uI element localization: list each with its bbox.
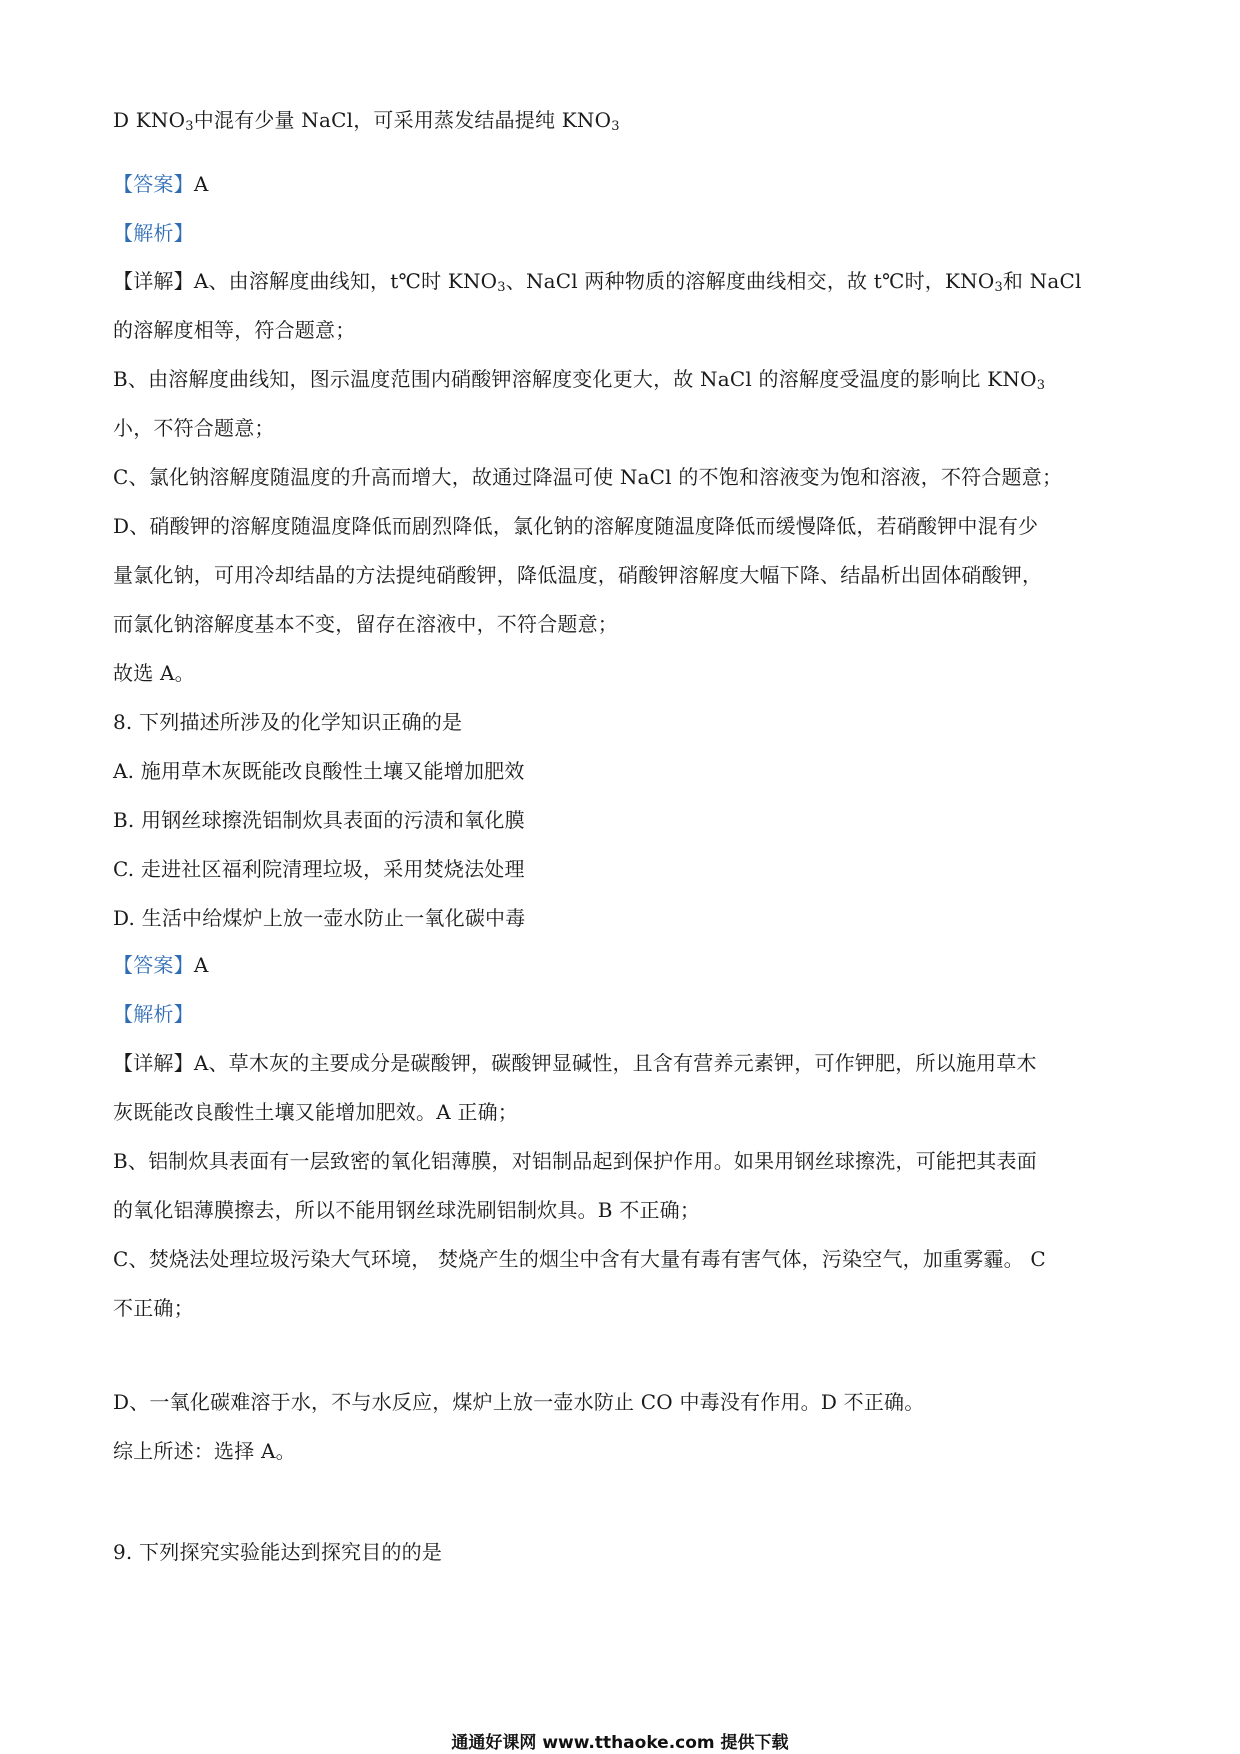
analysis-tag: 【解析】 bbox=[113, 1002, 194, 1026]
question-8-option-d: D. 生活中给煤炉上放一壶水防止一氧化碳中毒 bbox=[113, 906, 526, 930]
prev-conclusion: 故选 A。 bbox=[113, 661, 195, 685]
question-9-stem: 9. 下列探究实验能达到探究目的的是 bbox=[113, 1540, 443, 1564]
question-8-detail-line-5: C、焚烧法处理垃圾污染大气环境， 焚烧产生的烟尘中含有大量有毒有害气体，污染空气，加重雾霾。 C bbox=[113, 1247, 1046, 1271]
detail-tag: 【详解】 bbox=[113, 1051, 194, 1075]
page-footer: 通通好课网 www.tthaoke.com 提供下载 bbox=[451, 1733, 789, 1753]
question-8-detail-line-7: D、一氧化碳难溶于水，不与水反应，煤炉上放一壶水防止 CO 中毒没有作用。D 不正确。 bbox=[113, 1390, 925, 1414]
prev-detail-line-2: 的溶解度相等，符合题意； bbox=[113, 318, 356, 342]
prev-detail-line-5: C、氯化钠溶解度随温度的升高而增大，故通过降温可使 NaCl 的不饱和溶液变为饱和溶液，不符合题意； bbox=[113, 465, 1063, 489]
question-8-answer bbox=[113, 951, 1133, 979]
question-8-detail-line-3: B、铝制炊具表面有一层致密的氧化铝薄膜，对铝制品起到保护作用。如果用钢丝球擦洗，可能把其表面 bbox=[113, 1149, 1037, 1173]
analysis-tag: 【解析】 bbox=[113, 221, 194, 245]
prev-answer bbox=[113, 170, 1133, 198]
prev-detail-line-6: D、硝酸钾的溶解度随温度降低而剧烈降低，氯化钠的溶解度随温度降低而缓慢降低，若硝酸钾中混有少 bbox=[113, 514, 1039, 538]
prev-detail-line-4: 小，不符合题意； bbox=[113, 416, 275, 440]
question-8-option-b: B. 用钢丝球擦洗铝制炊具表面的污渍和氧化膜 bbox=[113, 808, 525, 832]
question-8-detail-line-6: 不正确； bbox=[113, 1296, 194, 1320]
answer-value: A bbox=[193, 172, 209, 196]
prev-analysis bbox=[113, 219, 1133, 247]
question-8-detail-line-4: 的氧化铝薄膜擦去，所以不能用钢丝球洗刷铝制炊具。B 不正确； bbox=[113, 1198, 701, 1222]
answer-tag: 【答案】 bbox=[113, 953, 194, 977]
prev-detail-line-3: B、由溶解度曲线知，图示温度范围内硝酸钾溶解度变化更大，故 NaCl 的溶解度受温度的影响比 $KNO_3$ bbox=[113, 367, 1046, 393]
answer-value: A bbox=[193, 953, 209, 977]
prev-option-d: D $KNO_3$中混有少量 NaCl，可采用蒸发结晶提纯 $KNO_3$ bbox=[113, 108, 620, 134]
answer-tag: 【答案】 bbox=[113, 172, 194, 196]
question-8-detail-line-1: 【详解】A、草木灰的主要成分是碳酸钾，碳酸钾显碱性，且含有营养元素钾，可作钾肥，所以施用草木 bbox=[113, 1051, 1037, 1075]
question-8-stem: 8. 下列描述所涉及的化学知识正确的是 bbox=[113, 710, 463, 734]
question-8-option-c: C. 走进社区福利院清理垃圾，采用焚烧法处理 bbox=[113, 857, 525, 881]
prev-detail-line-8: 而氯化钠溶解度基本不变，留存在溶液中，不符合题意； bbox=[113, 612, 618, 636]
question-8-analysis bbox=[113, 1000, 1133, 1028]
question-8-summary: 综上所述：选择 A。 bbox=[113, 1439, 296, 1463]
prev-detail-line-1: 【详解】A、由溶解度曲线知，t℃时 $KNO_3$、NaCl 两种物质的溶解度曲线相交，故 t℃时，$KNO_3$和 NaCl bbox=[113, 269, 1082, 295]
detail-tag: 【详解】 bbox=[113, 269, 194, 293]
question-8-detail-line-2: 灰既能改良酸性土壤又能增加肥效。A 正确； bbox=[113, 1100, 519, 1124]
prev-detail-line-7: 量氯化钠，可用冷却结晶的方法提纯硝酸钾，降低温度，硝酸钾溶解度大幅下降、结晶析出固体硝酸钾， bbox=[113, 563, 1043, 587]
question-8-option-a: A. 施用草木灰既能改良酸性土壤又能增加肥效 bbox=[113, 759, 525, 783]
